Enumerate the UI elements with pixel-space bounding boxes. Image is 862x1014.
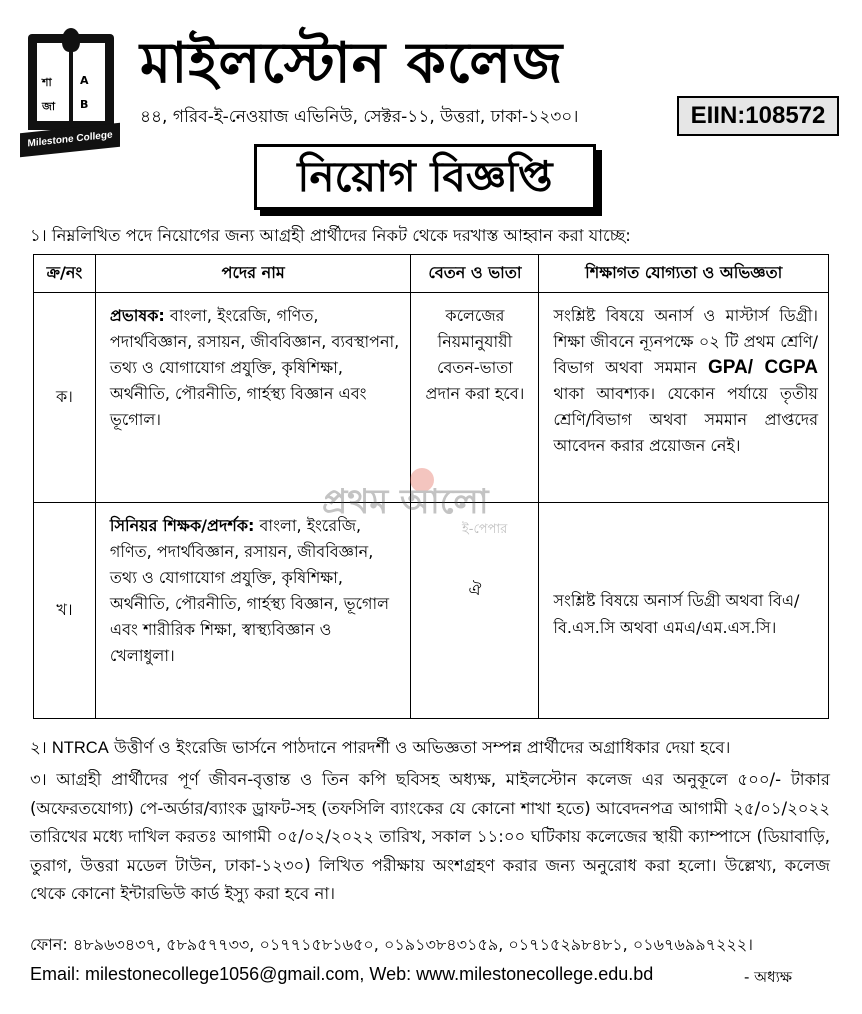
logo-caption: Milestone College — [20, 123, 120, 158]
positions-table — [33, 254, 829, 719]
phone-numbers: ফোন: ৪৮৯৬৩৪৩৭, ৫৮৯৫৭৭৩৩, ০১৭৭১৫৮১৬৫০, ০১৯১৩৮৪৩১৫৯, ০১৭১৫২৯৮৪৮১, ০১৬৭৬৯৯৭২২২। — [30, 935, 753, 954]
header-salary: বেতন ও ভাতা — [411, 255, 539, 293]
application-instructions: ৩। আগ্রহী প্রার্থীদের পূর্ণ জীবন-বৃত্তান্ত ও তিন কপি ছবিসহ অধ্যক্ষ, মাইলস্টোন কলেজ এর অনুকূলে ৫০০/- টাকার (অফেরতযোগ্য) পে-অর্ডার/ব্যাংক ড্রাফট-সহ (তফসিলি ব্যাংকের যে কোনো শাখা হতে) আবেদনপত্র আগামী ২৫/০১/২০২২ তারিখের মধ্যে দাখিল করতঃ আগামী ০৫/০২/২০২২ তারিখ, সকাল ১১:০০ ঘটিকায় কলেজের স্থায়ী ক্যাম্পাসে (ডিয়াবাড়ি, তুরাগ, উত্তরা মডেল টাউন, ঢাকা-১২৩০) লিখিত পরীক্ষায় অংশগ্রহণ করার জন্য অনুরোধ করা হলো। উল্লেখ্য, কলেজ থেকে কোনো ইন্টারভিউ কার্ড ইস্যু করা হবে না। — [30, 770, 831, 903]
row-qualification — [539, 293, 829, 503]
row-qualification: সংশ্লিষ্ট বিষয়ে অনার্স ডিগ্রী অথবা বিএ/বি.এস.সি অথবা এমএ/এম.এস.সি। — [539, 503, 829, 719]
logo-letter: A — [80, 74, 89, 87]
watermark-subtext: ই-পেপার — [462, 522, 508, 537]
post-subjects: বাংলা, ইংরেজি, গণিত, পদার্থবিজ্ঞান, রসায়ন, জীববিজ্ঞান, তথ্য ও যোগাযোগ প্রযুক্তি, কৃষিশিক্ষা, অর্থনীতি, পৌরনীতি, গার্হস্থ্য বিজ্ঞান, ভূগোল এবং শারীরিক শিক্ষা, স্বাস্থ্যবিজ্ঞান ও খেলাধুলা। — [109, 516, 390, 665]
watermark-text: প্রথম আলো — [322, 482, 489, 522]
logo-letter: জা — [42, 100, 56, 113]
contact-info: Email: milestonecollege1056@gmail.com, Web: www.milestonecollege.edu.bd — [30, 964, 654, 984]
header-qualification: শিক্ষাগত যোগ্যতা ও অভিজ্ঞতা — [539, 255, 829, 293]
college-address: ৪৪, গরিব-ই-নেওয়াজ এভিনিউ, সেক্টর-১১, উত্তরা, ঢাকা-১২৩০। — [140, 107, 579, 127]
post-subjects: বাংলা, ইংরেজি, গণিত, পদার্থবিজ্ঞান, রসায়ন, জীববিজ্ঞান, ব্যবস্থাপনা, তথ্য ও যোগাযোগ প্রযুক্তি, কৃষিশিক্ষা, অর্থনীতি, পৌরনীতি, গার্হস্থ্য বিজ্ঞান এবং ভূগোল। — [109, 306, 400, 429]
college-name: মাইলস্টোন কলেজ — [140, 30, 564, 96]
row-salary: কলেজের নিয়মানুযায়ী বেতন-ভাতা প্রদান করা হবে। — [411, 293, 539, 503]
row-serial: ক। — [34, 293, 96, 503]
row-post — [95, 293, 411, 503]
logo-letter: B — [80, 98, 89, 111]
logo-letter: শা — [42, 76, 52, 89]
row-post — [95, 503, 411, 719]
ntrca-text: NTRCA — [51, 739, 109, 757]
row-salary: ঐ — [411, 503, 539, 719]
gpa-text: GPA/ CGPA — [708, 357, 818, 378]
point-number: ২। — [30, 738, 52, 757]
header-post: পদের নাম — [95, 255, 411, 293]
header-serial: ক্র/নং — [34, 255, 96, 293]
preference-text: উত্তীর্ণ ও ইংরেজি ভার্সনে পাঠদানে পারদর্শী ও অভিজ্ঞতা সম্পন্ন প্রার্থীদের অগ্রাধিকার দেয়া হবে। — [108, 738, 731, 757]
preference-note — [30, 734, 730, 762]
post-title: সিনিয়র শিক্ষক/প্রদর্শক: — [109, 516, 255, 535]
logo-flame-icon — [62, 28, 80, 52]
notice-title: নিয়োগ বিজ্ঞপ্তি — [254, 144, 596, 210]
qualification-text: থাকা আবশ্যক। যেকোন পর্যায়ে তৃতীয় শ্রেণি/বিভাগ অথবা সমমান প্রাপ্তদের আবেদন করার প্রয়োজন নেই। — [553, 384, 818, 455]
eiin-badge: EIIN:108572 — [677, 96, 839, 136]
signature-principal: - অধ্যক্ষ — [744, 968, 793, 986]
college-logo — [20, 28, 120, 156]
qualification-text: সংশ্লিষ্ট বিষয়ে অনার্স ও মাস্টার্স ডিগ্রী। শিক্ষা জীবনে ন্যূনপক্ষে ০২ টি প্রথম শ্রেণি/বিভাগ অথবা সমমান — [553, 306, 818, 377]
post-title: প্রভাষক: — [109, 306, 165, 325]
intro-text: ১। নিম্নলিখিত পদে নিয়োগের জন্য আগ্রহী প্রার্থীদের নিকট থেকে দরখাস্ত আহ্বান করা যাচ্ছে: — [30, 226, 631, 245]
table-header-row — [34, 255, 829, 293]
table-row — [34, 293, 829, 503]
table-row — [34, 503, 829, 719]
row-serial: খ। — [34, 503, 96, 719]
